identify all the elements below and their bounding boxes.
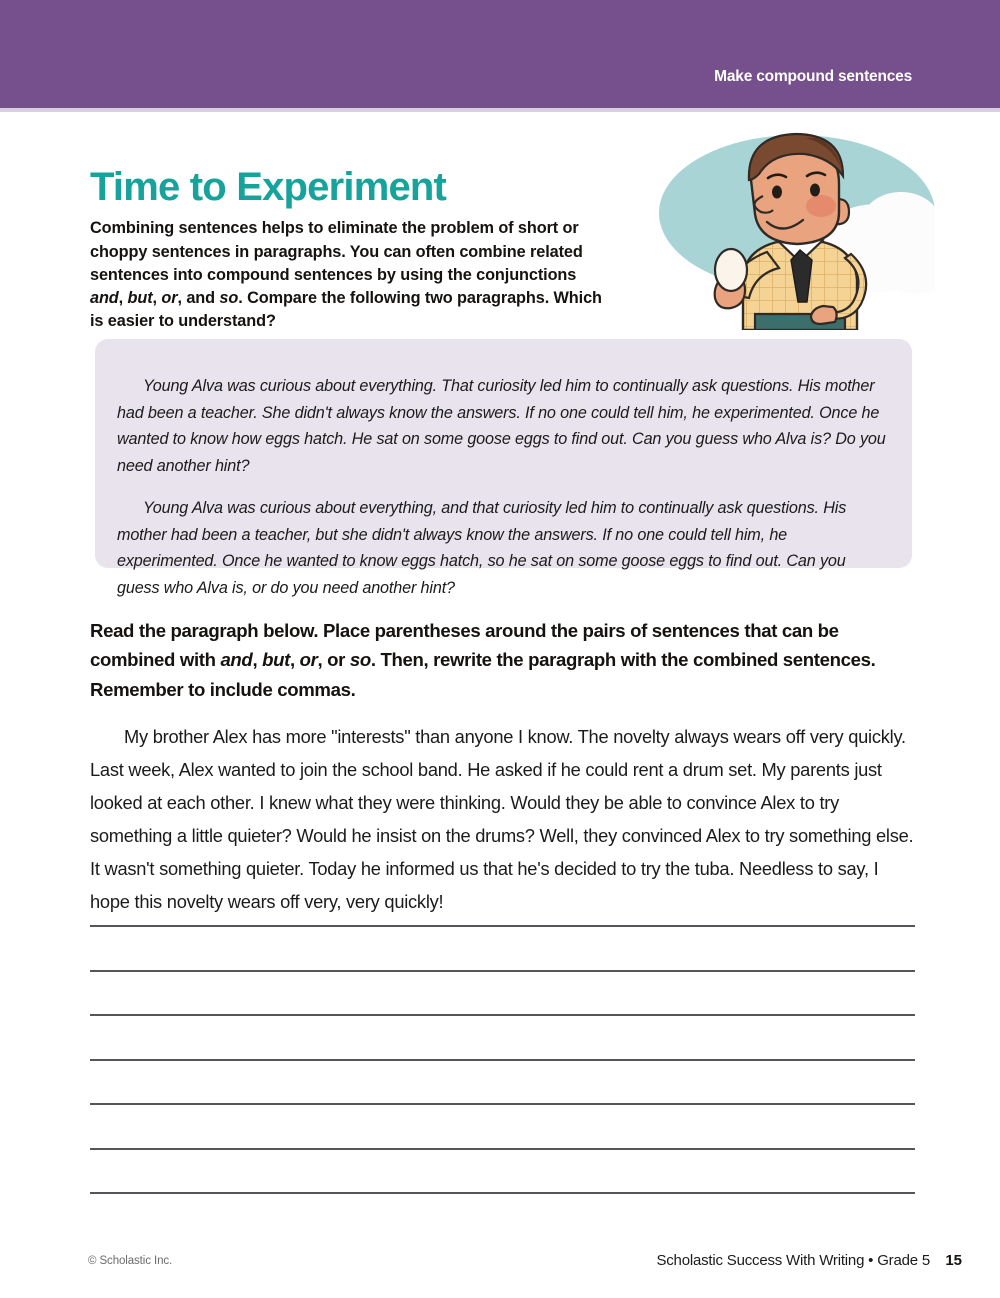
- eye-right: [810, 184, 820, 197]
- header-underline: [0, 108, 1000, 112]
- directions-part1: Read the paragraph below. Place parentheses around the pairs of sentences that can be combined with: [90, 619, 839, 671]
- directions-conjunction-or: or: [299, 649, 318, 671]
- footer-source: Scholastic Success With Writing • Grade 5: [656, 1252, 930, 1269]
- example-paragraph-2: Young Alva was curious about everything, and that curiosity led him to continually ask questions. His mother had been a teacher, but she didn't always know the answers. If no one could tell him, he experimented. Once he wanted to know eggs hatch, so he sat on some goose eggs to find out. Can you guess who Alva is, or do you need another hint?: [117, 499, 847, 597]
- directions-part2: . Then, rewrite the paragraph with the combined sentences. Remember to include commas.: [90, 649, 876, 700]
- header-band: [0, 0, 1000, 108]
- intro-text-part1: Combining sentences helps to eliminate the problem of short or choppy sentences in paragraphs. You can often combine related sentences into compound sentences by using the conjunctions: [90, 219, 583, 284]
- intro-conjunction-so: so: [219, 289, 239, 308]
- directions-sep-2: ,: [289, 649, 300, 671]
- directions-conjunction-and: and: [220, 649, 253, 671]
- intro-text-part2: . Compare the following two paragraphs. Which is easier to understand?: [90, 289, 602, 331]
- answer-line[interactable]: [90, 1148, 915, 1150]
- answer-lines[interactable]: [90, 925, 915, 1237]
- directions-conjunction-but: but: [262, 649, 290, 671]
- answer-line[interactable]: [90, 1014, 915, 1016]
- experimenter-illustration: [655, 118, 935, 330]
- intro-sep-2: ,: [152, 289, 162, 308]
- footer-copyright: © Scholastic Inc.: [88, 1255, 173, 1267]
- exercise-paragraph: My brother Alex has more "interests" than anyone I know. The novelty always wears off very quickly. Last week, Alex wanted to join the school band. He asked if he could rent a drum set. My parents just looked at each other. I knew what they were thinking. Would they be able to convince Alex to try something a little quieter? Would he insist on the drums? Well, they convinced Alex to try something else. It wasn't something quieter. Today he informed us that he's decided to try the tuba. Needless to say, I hope this novelty wears off very, very quickly!: [90, 726, 914, 913]
- intro-conjunction-or: or: [161, 289, 178, 308]
- answer-line[interactable]: [90, 970, 915, 972]
- answer-line[interactable]: [90, 1192, 915, 1194]
- answer-line[interactable]: [90, 1103, 915, 1105]
- directions-sep-1: ,: [252, 649, 263, 671]
- directions-text: [90, 616, 920, 705]
- intro-sep-3: , and: [177, 289, 220, 308]
- answer-line[interactable]: [90, 1059, 915, 1061]
- intro-conjunction-and: and: [90, 289, 119, 308]
- header-skill-title: Make compound sentences: [714, 68, 912, 85]
- example-paragraphs-box: [95, 339, 912, 597]
- eye-left: [772, 186, 782, 199]
- page-title: Time to Experiment: [90, 164, 447, 209]
- directions-sep-3: , or: [317, 649, 350, 671]
- answer-line[interactable]: [90, 925, 915, 927]
- intro-sep-1: ,: [118, 289, 128, 308]
- directions-conjunction-so: so: [349, 649, 371, 671]
- footer-page-number: 15: [945, 1252, 962, 1269]
- example-paragraph-1: Young Alva was curious about everything. That curiosity led him to continually ask questions. His mother had been a teacher. She didn't always know the answers. If no one could tell him, he experimented. Once he wanted to know how eggs hatch. He sat on some goose eggs to find out. Can you guess who Alva is? Do you need another hint?: [117, 377, 886, 475]
- intro-conjunction-but: but: [127, 289, 153, 308]
- intro-paragraph: [90, 217, 610, 333]
